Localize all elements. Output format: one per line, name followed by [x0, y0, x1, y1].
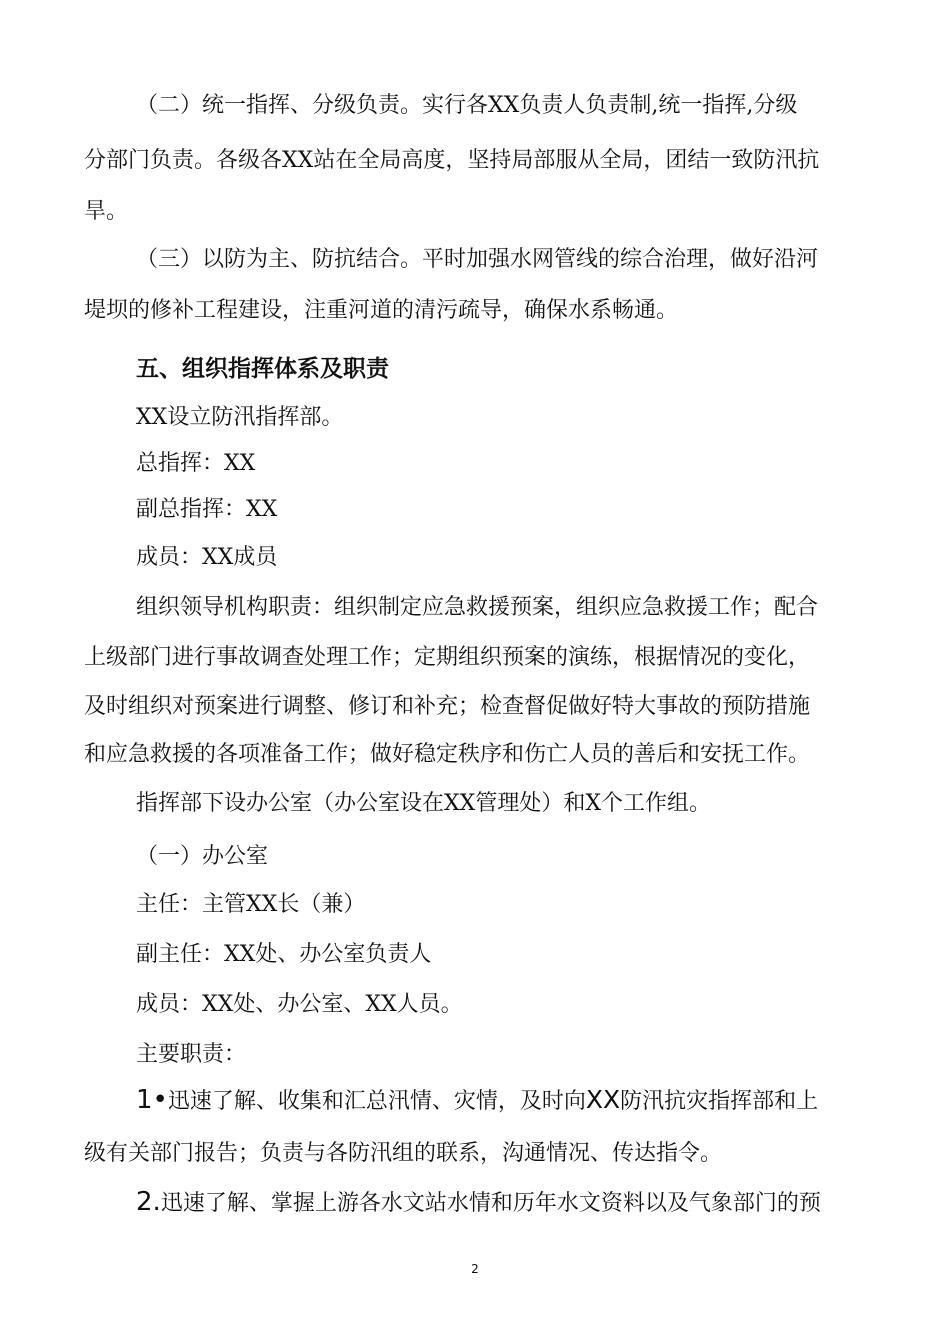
text-line: 堤坝的修补工程建设，注重河道的清污疏导，确保水系畅通。 — [84, 298, 679, 323]
section-heading: 五、组织指挥体系及职责 — [136, 356, 389, 382]
duties-line3 — [84, 689, 866, 720]
commander-line: 总指挥：XX — [136, 451, 256, 476]
office-members-line: 成员：XX处、办公室、XX人员。 — [136, 992, 463, 1017]
text-segment: 防汛抗灾指挥部和上 — [620, 1089, 819, 1114]
item2-line1 — [136, 1186, 866, 1217]
text-segment: 迅速了解、收集和汇总汛情、灾情，及时向 — [167, 1089, 586, 1114]
page-number: 2 — [471, 1262, 479, 1276]
para3-line2 — [84, 293, 866, 324]
office-setup-line: 指挥部下设办公室（办公室设在XX管理处）和X个工作组。 — [136, 791, 711, 816]
text-segment: 迅速了解、掌握上游各水文站水情和历年水文资料以及气象部门的预 — [160, 1191, 821, 1216]
text-line: 组织领导机构职责：组织制定应急救援预案，组织应急救援工作；配合 — [136, 595, 819, 620]
text-line: 上级部门进行事故调查处理工作；定期组织预案的演练，根据情况的变化， — [84, 645, 811, 670]
text-line: （二）统一指挥、分级负责。实行各XX负责人负责制,统一指挥,分级 — [136, 93, 798, 118]
item2-text — [136, 1186, 821, 1217]
vice-commander-line: 副总指挥：XX — [136, 497, 278, 522]
main-duties-label: 主要职责： — [136, 1042, 247, 1067]
vice-director-line: 副主任：XX处、办公室负责人 — [136, 942, 432, 967]
duties-line2 — [84, 640, 866, 671]
text-line: 和应急救援的各项准备工作；做好稳定秩序和伤亡人员的善后和安抚工作。 — [84, 742, 811, 767]
para2-line1 — [136, 88, 866, 119]
para2-line2 — [84, 143, 866, 174]
text-line: 级有关部门报告；负责与各防汛组的联系，沟通情况、传达指令。 — [84, 1141, 723, 1166]
para2-line3 — [84, 194, 866, 225]
item1-line1 — [136, 1084, 866, 1115]
text-segment: XX — [585, 1085, 621, 1114]
setup-line: XX设立防汛指挥部。 — [136, 405, 344, 430]
duties-line4 — [84, 737, 866, 768]
item1-line2 — [84, 1136, 866, 1167]
office-heading: （一）办公室 — [136, 844, 269, 869]
director-line: 主任：主管XX长（兼） — [136, 892, 366, 917]
text-line: （三）以防为主、防抗结合。平时加强水网管线的综合治理，做好沿河 — [136, 247, 819, 272]
para3-line1 — [136, 242, 866, 273]
text-line: 旱。 — [84, 199, 129, 224]
members-line: 成员：XX成员 — [136, 545, 278, 570]
text-line: 分部门负责。各级各XX站在全局高度，坚持局部服从全局，团结一致防汛抗 — [84, 148, 820, 173]
text-line: 及时组织对预案进行调整、修订和补充；检查督促做好特大事故的预防措施 — [84, 694, 811, 719]
item1-text — [136, 1084, 818, 1115]
item-number: 1• — [136, 1085, 168, 1115]
duties-line1 — [136, 590, 866, 621]
item-number: 2. — [136, 1187, 161, 1217]
